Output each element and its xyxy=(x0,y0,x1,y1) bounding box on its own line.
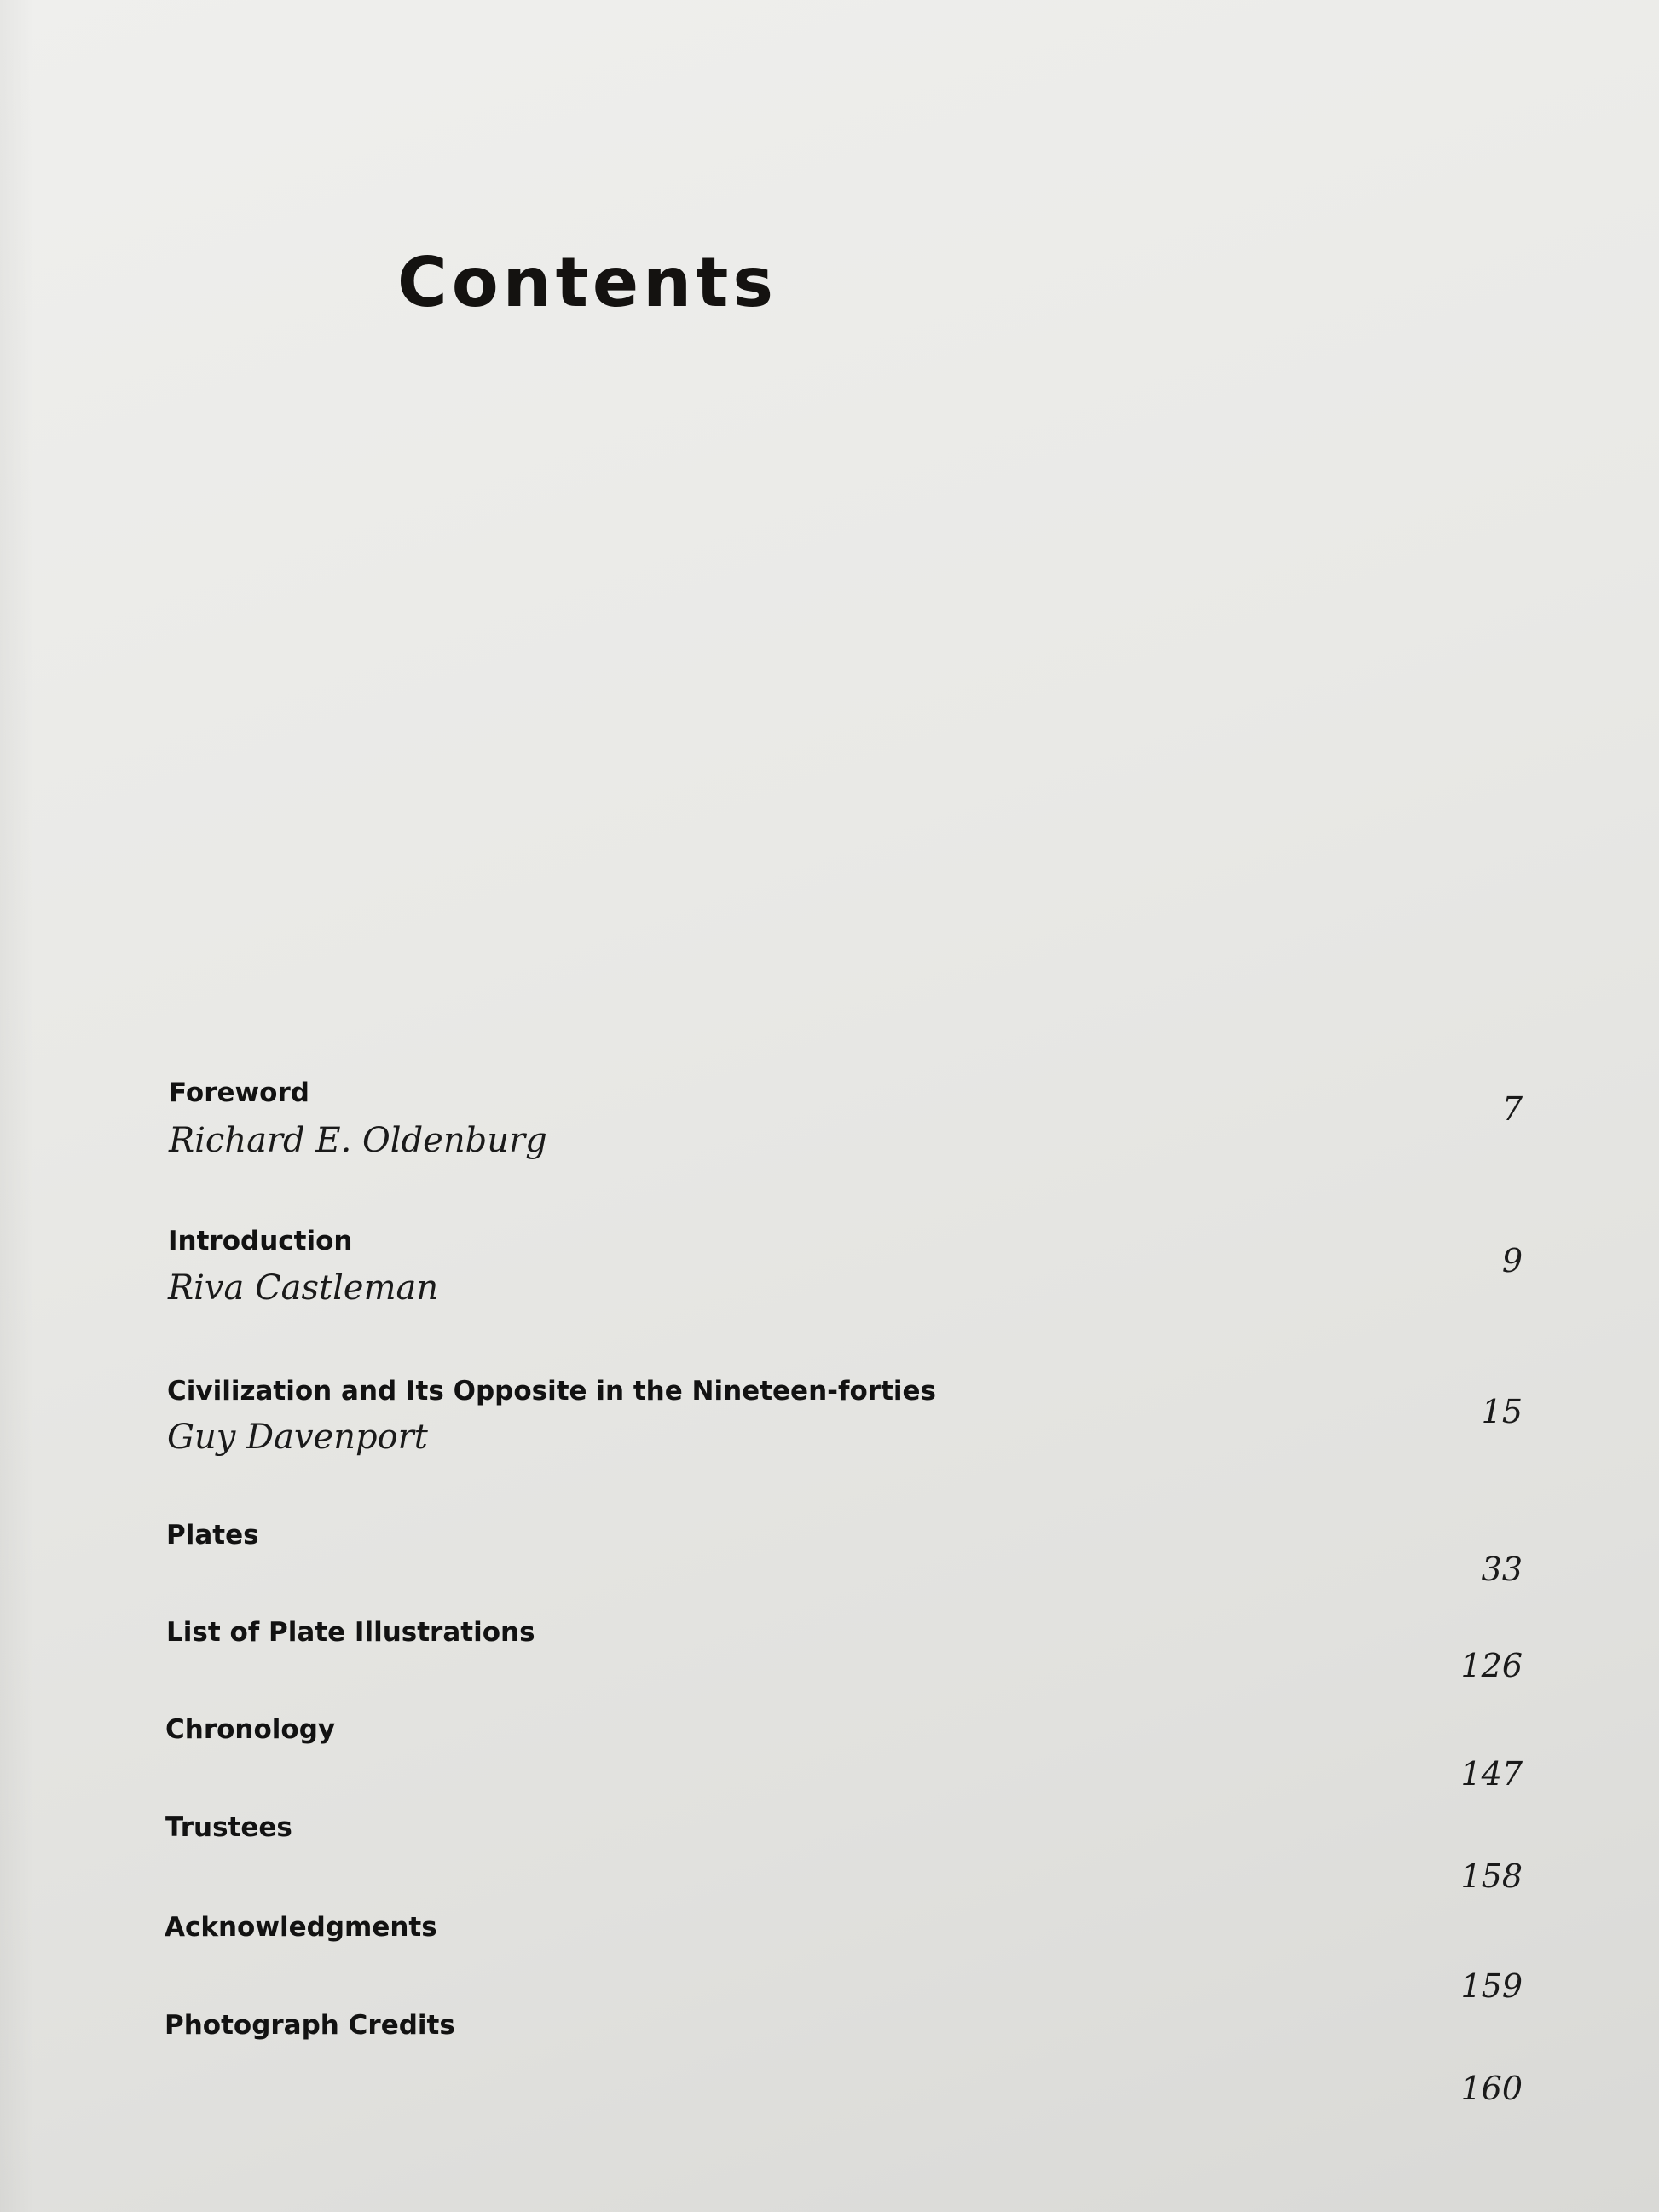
toc-page-number: 126 xyxy=(1460,1647,1523,1684)
toc-heading: Plates xyxy=(166,1520,259,1551)
toc-page-number: 9 xyxy=(1501,1242,1523,1279)
page-gutter-shadow xyxy=(0,0,34,2212)
toc-author: Riva Castleman xyxy=(168,1268,439,1308)
toc-page-number: 15 xyxy=(1481,1393,1523,1430)
toc-heading: Trustees xyxy=(165,1812,292,1843)
toc-author: Richard E. Oldenburg xyxy=(169,1121,547,1160)
toc-heading: Civilization and Its Opposite in the Nineteen-forties xyxy=(167,1376,936,1406)
toc-page-number: 147 xyxy=(1460,1755,1523,1793)
toc-heading: List of Plate Illustrations xyxy=(166,1617,535,1648)
toc-page-number: 158 xyxy=(1460,1857,1523,1895)
toc-heading: Chronology xyxy=(165,1714,336,1745)
page-title: Contents xyxy=(397,242,777,322)
toc-page-number: 159 xyxy=(1460,1967,1523,2005)
toc-heading: Acknowledgments xyxy=(165,1912,437,1943)
toc-author: Guy Davenport xyxy=(167,1418,428,1457)
toc-heading: Foreword xyxy=(169,1077,309,1108)
toc-heading: Introduction xyxy=(168,1226,353,1256)
toc-page-number: 160 xyxy=(1460,2070,1523,2107)
toc-page-number: 7 xyxy=(1501,1090,1523,1128)
toc-heading: Photograph Credits xyxy=(165,2010,455,2041)
toc-page-number: 33 xyxy=(1481,1551,1523,1588)
